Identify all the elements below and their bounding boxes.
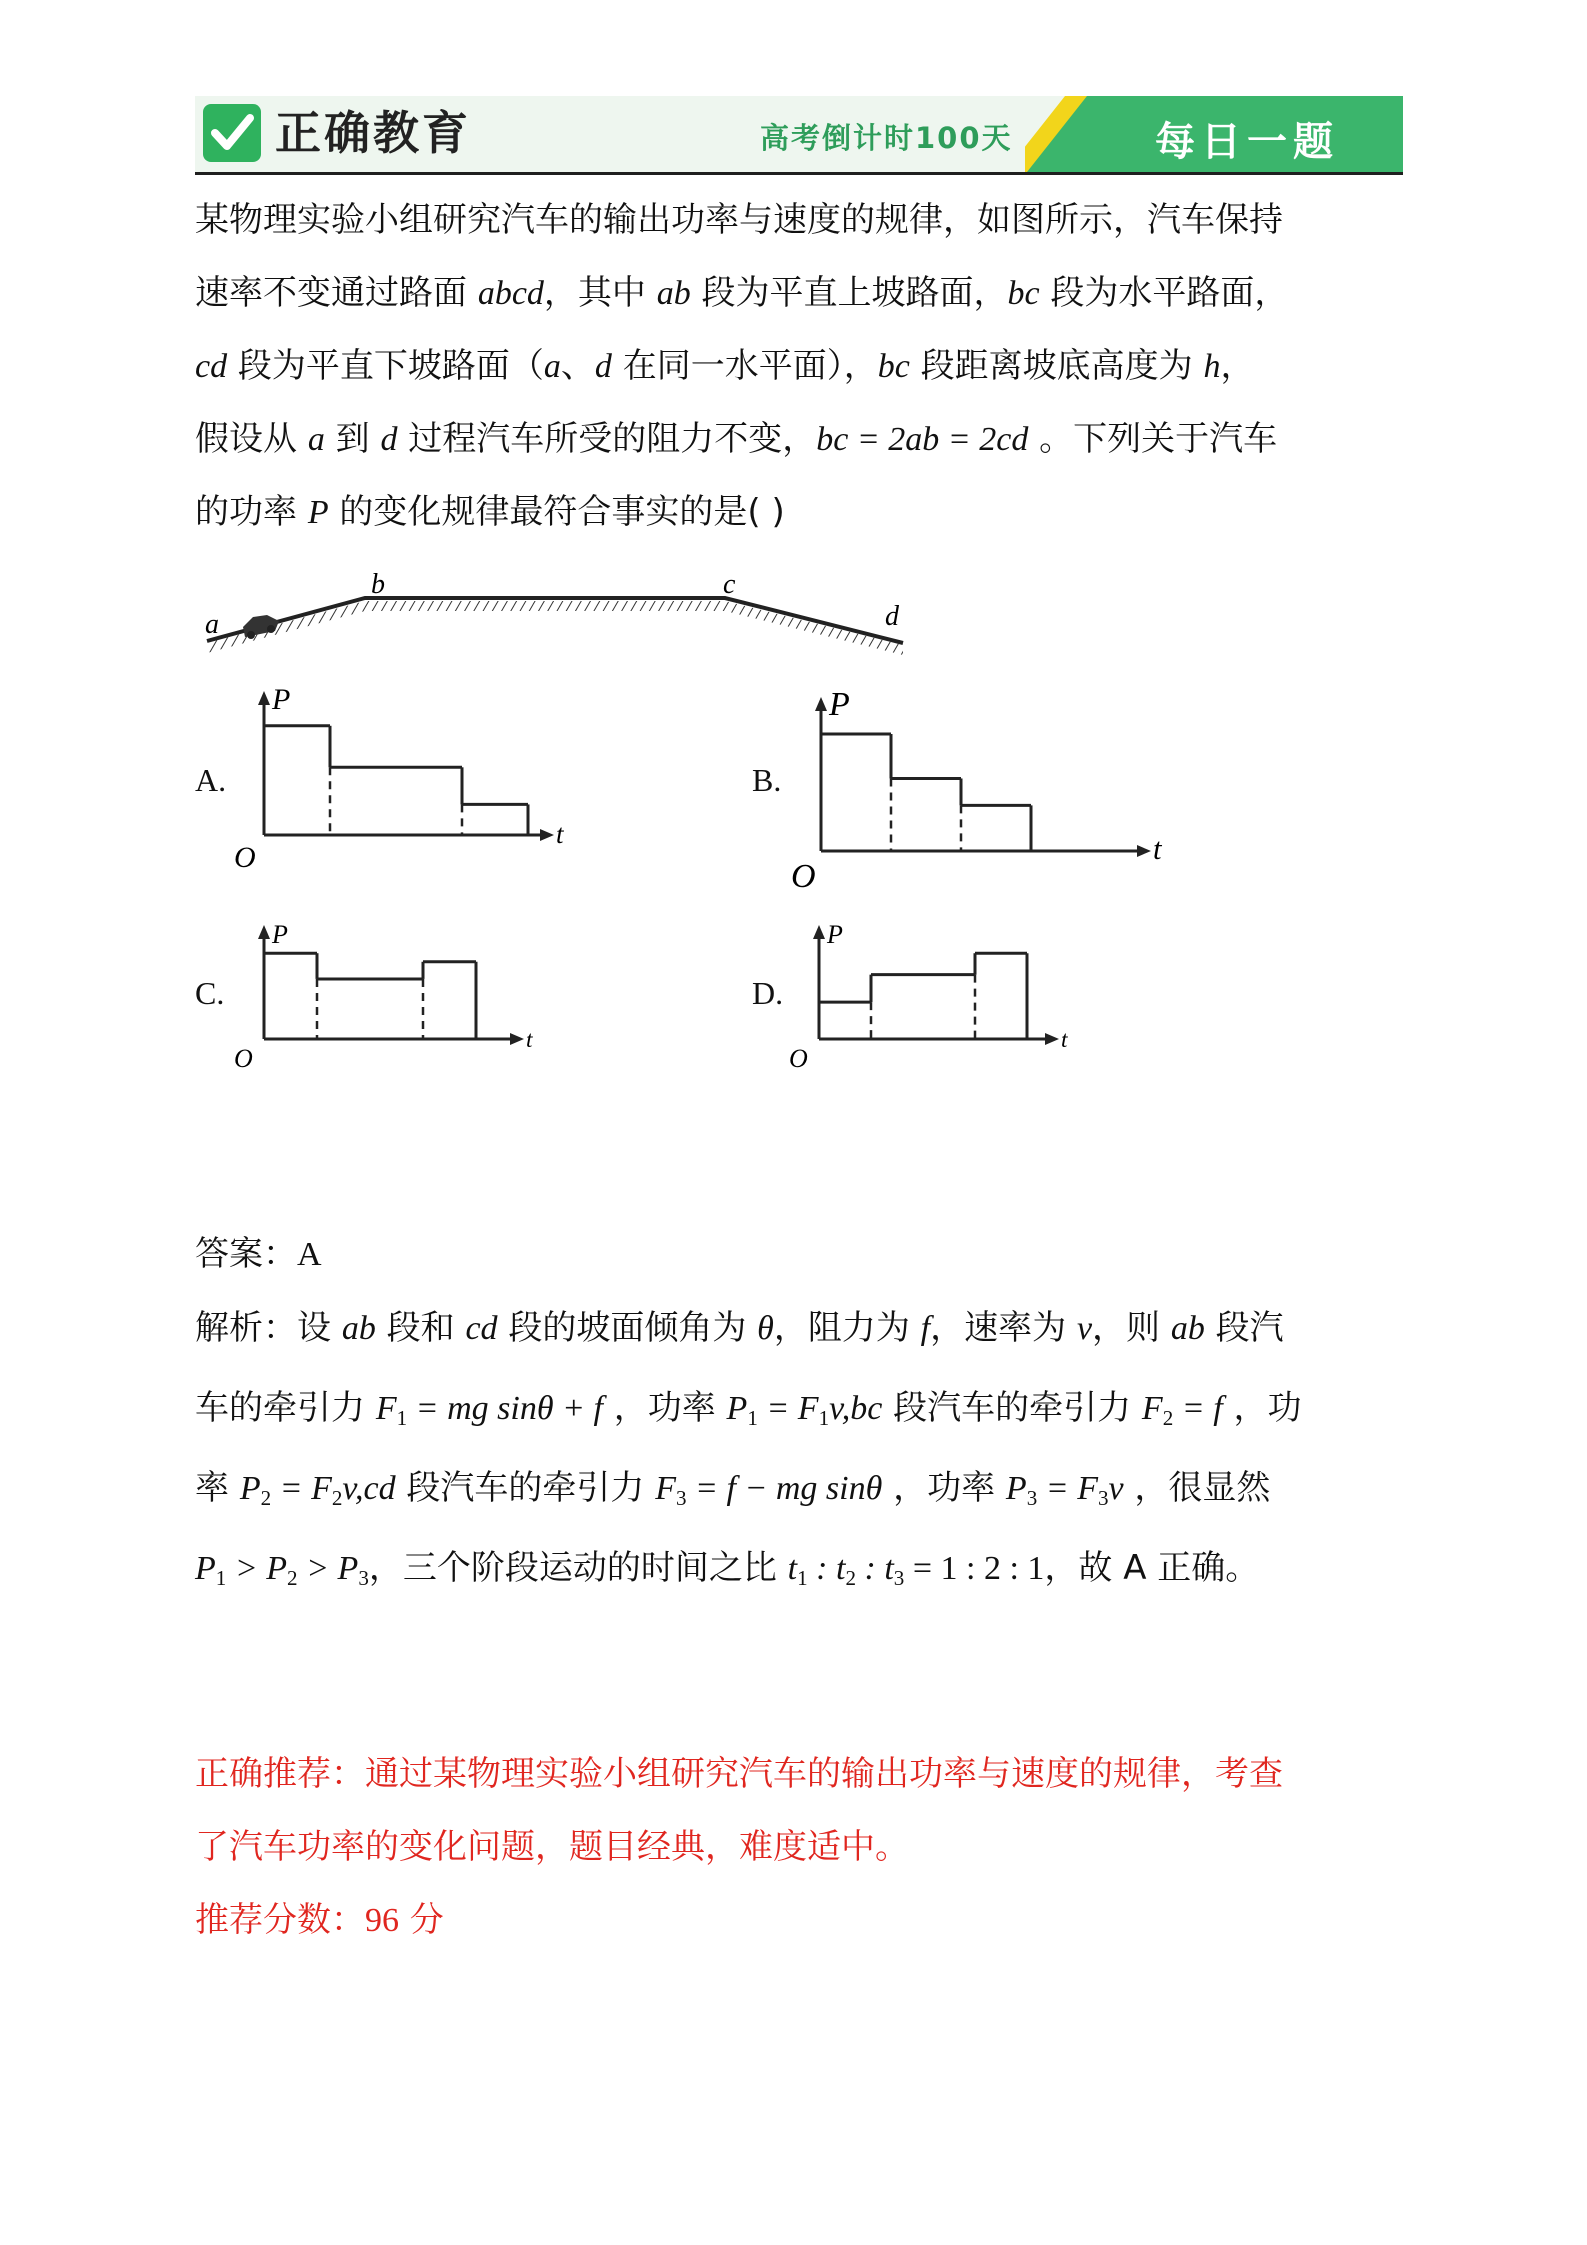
x-axis-arrow <box>540 829 554 841</box>
road-label-a: a <box>205 609 219 640</box>
origin-label: O <box>234 841 256 874</box>
origin-label: O <box>234 1044 253 1073</box>
y-axis-label: P <box>272 920 288 949</box>
road-label-b: b <box>371 569 385 600</box>
option-b-label: B. <box>752 762 782 798</box>
y-axis-label: P <box>827 920 843 949</box>
y-axis-arrow <box>813 925 825 939</box>
header-divider <box>195 172 1403 175</box>
brand-name: 正确教育 <box>275 106 471 160</box>
question-line-4: 假设从 a 到 d 过程汽车所受的阻力不变，bc = 2ab = 2cd 。下列关于汽车 <box>195 419 1278 459</box>
origin-label: O <box>791 858 816 890</box>
road-label-c: c <box>723 569 736 600</box>
analysis-line-3: 率 $P_2 = F_2v,cd$ 段汽车的牵引力 $F_3 = f$ − mg sinθ ，功率 $P_3 = F_3v$ ，很显然 <box>195 1468 1271 1510</box>
option-a-label: A. <box>195 762 227 798</box>
recommend-score: 推荐分数：96 分 <box>195 1900 444 1940</box>
x-axis-arrow <box>510 1033 524 1045</box>
analysis-line-1: 解析：设 ab 段和 cd 段的坡面倾角为 θ，阻力为 f，速率为 v，则 ab 段汽 <box>195 1308 1284 1348</box>
question-line-5: 的功率 P 的变化规律最符合事实的是( ) <box>195 492 785 532</box>
x-axis-label: t <box>1061 1027 1068 1053</box>
x-axis-arrow <box>1137 845 1151 857</box>
option-c-label: C. <box>195 975 225 1011</box>
answer-line: 答案：A <box>195 1234 322 1274</box>
option-d-label: D. <box>752 975 784 1011</box>
y-axis-arrow <box>258 925 270 939</box>
y-axis-label: P <box>272 685 291 716</box>
answer-value: A <box>297 1236 322 1273</box>
analysis-line-2: 车的牵引力 $F_1$ = mg sinθ + f ，功率 $P_1 = F_1v,bc$ 段汽车的牵引力 $F_2 = f$ ，功 <box>195 1388 1302 1430</box>
y-axis-arrow <box>815 697 827 711</box>
x-axis-arrow <box>1045 1033 1059 1045</box>
y-axis-label: P <box>829 686 850 723</box>
header-banner <box>195 96 1403 172</box>
x-axis-label: t <box>1153 832 1162 866</box>
daily-question-label: 每日一题 <box>1155 119 1339 165</box>
recommend-line-1: 正确推荐：通过某物理实验小组研究汽车的输出功率与速度的规律，考查 <box>195 1754 1283 1794</box>
countdown-text: 高考倒计时100天 <box>760 121 1013 155</box>
analysis-line-4: $P_1 > P_2 > P_3$，三个阶段运动的时间之比 $t_1$ : $t_2$ : $t_3 = 1$ : 2 : 1，故 A 正确。 <box>195 1548 1260 1590</box>
road-label-d: d <box>885 601 899 632</box>
road-hatch <box>207 601 903 655</box>
question-line-1: 某物理实验小组研究汽车的输出功率与速度的规律，如图所示，汽车保持 <box>195 200 1283 240</box>
x-axis-label: t <box>556 819 564 849</box>
option-d-graph <box>783 915 1073 1075</box>
option-b-graph <box>783 685 1163 890</box>
road-figure <box>195 565 915 655</box>
recommend-line-2: 了汽车功率的变化问题，题目经典，难度适中。 <box>195 1827 909 1867</box>
y-axis-arrow <box>258 691 270 705</box>
question-line-3: cd 段为平直下坡路面（a、d 在同一水平面），bc 段距离坡底高度为 h， <box>195 346 1255 386</box>
check-icon <box>203 104 261 162</box>
option-c-graph <box>228 915 538 1075</box>
origin-label: O <box>789 1044 808 1073</box>
question-line-2: 速率不变通过路面 abcd，其中 ab 段为平直上坡路面，bc 段为水平路面， <box>195 273 1289 313</box>
option-a-graph <box>228 685 568 880</box>
x-axis-label: t <box>526 1027 533 1053</box>
